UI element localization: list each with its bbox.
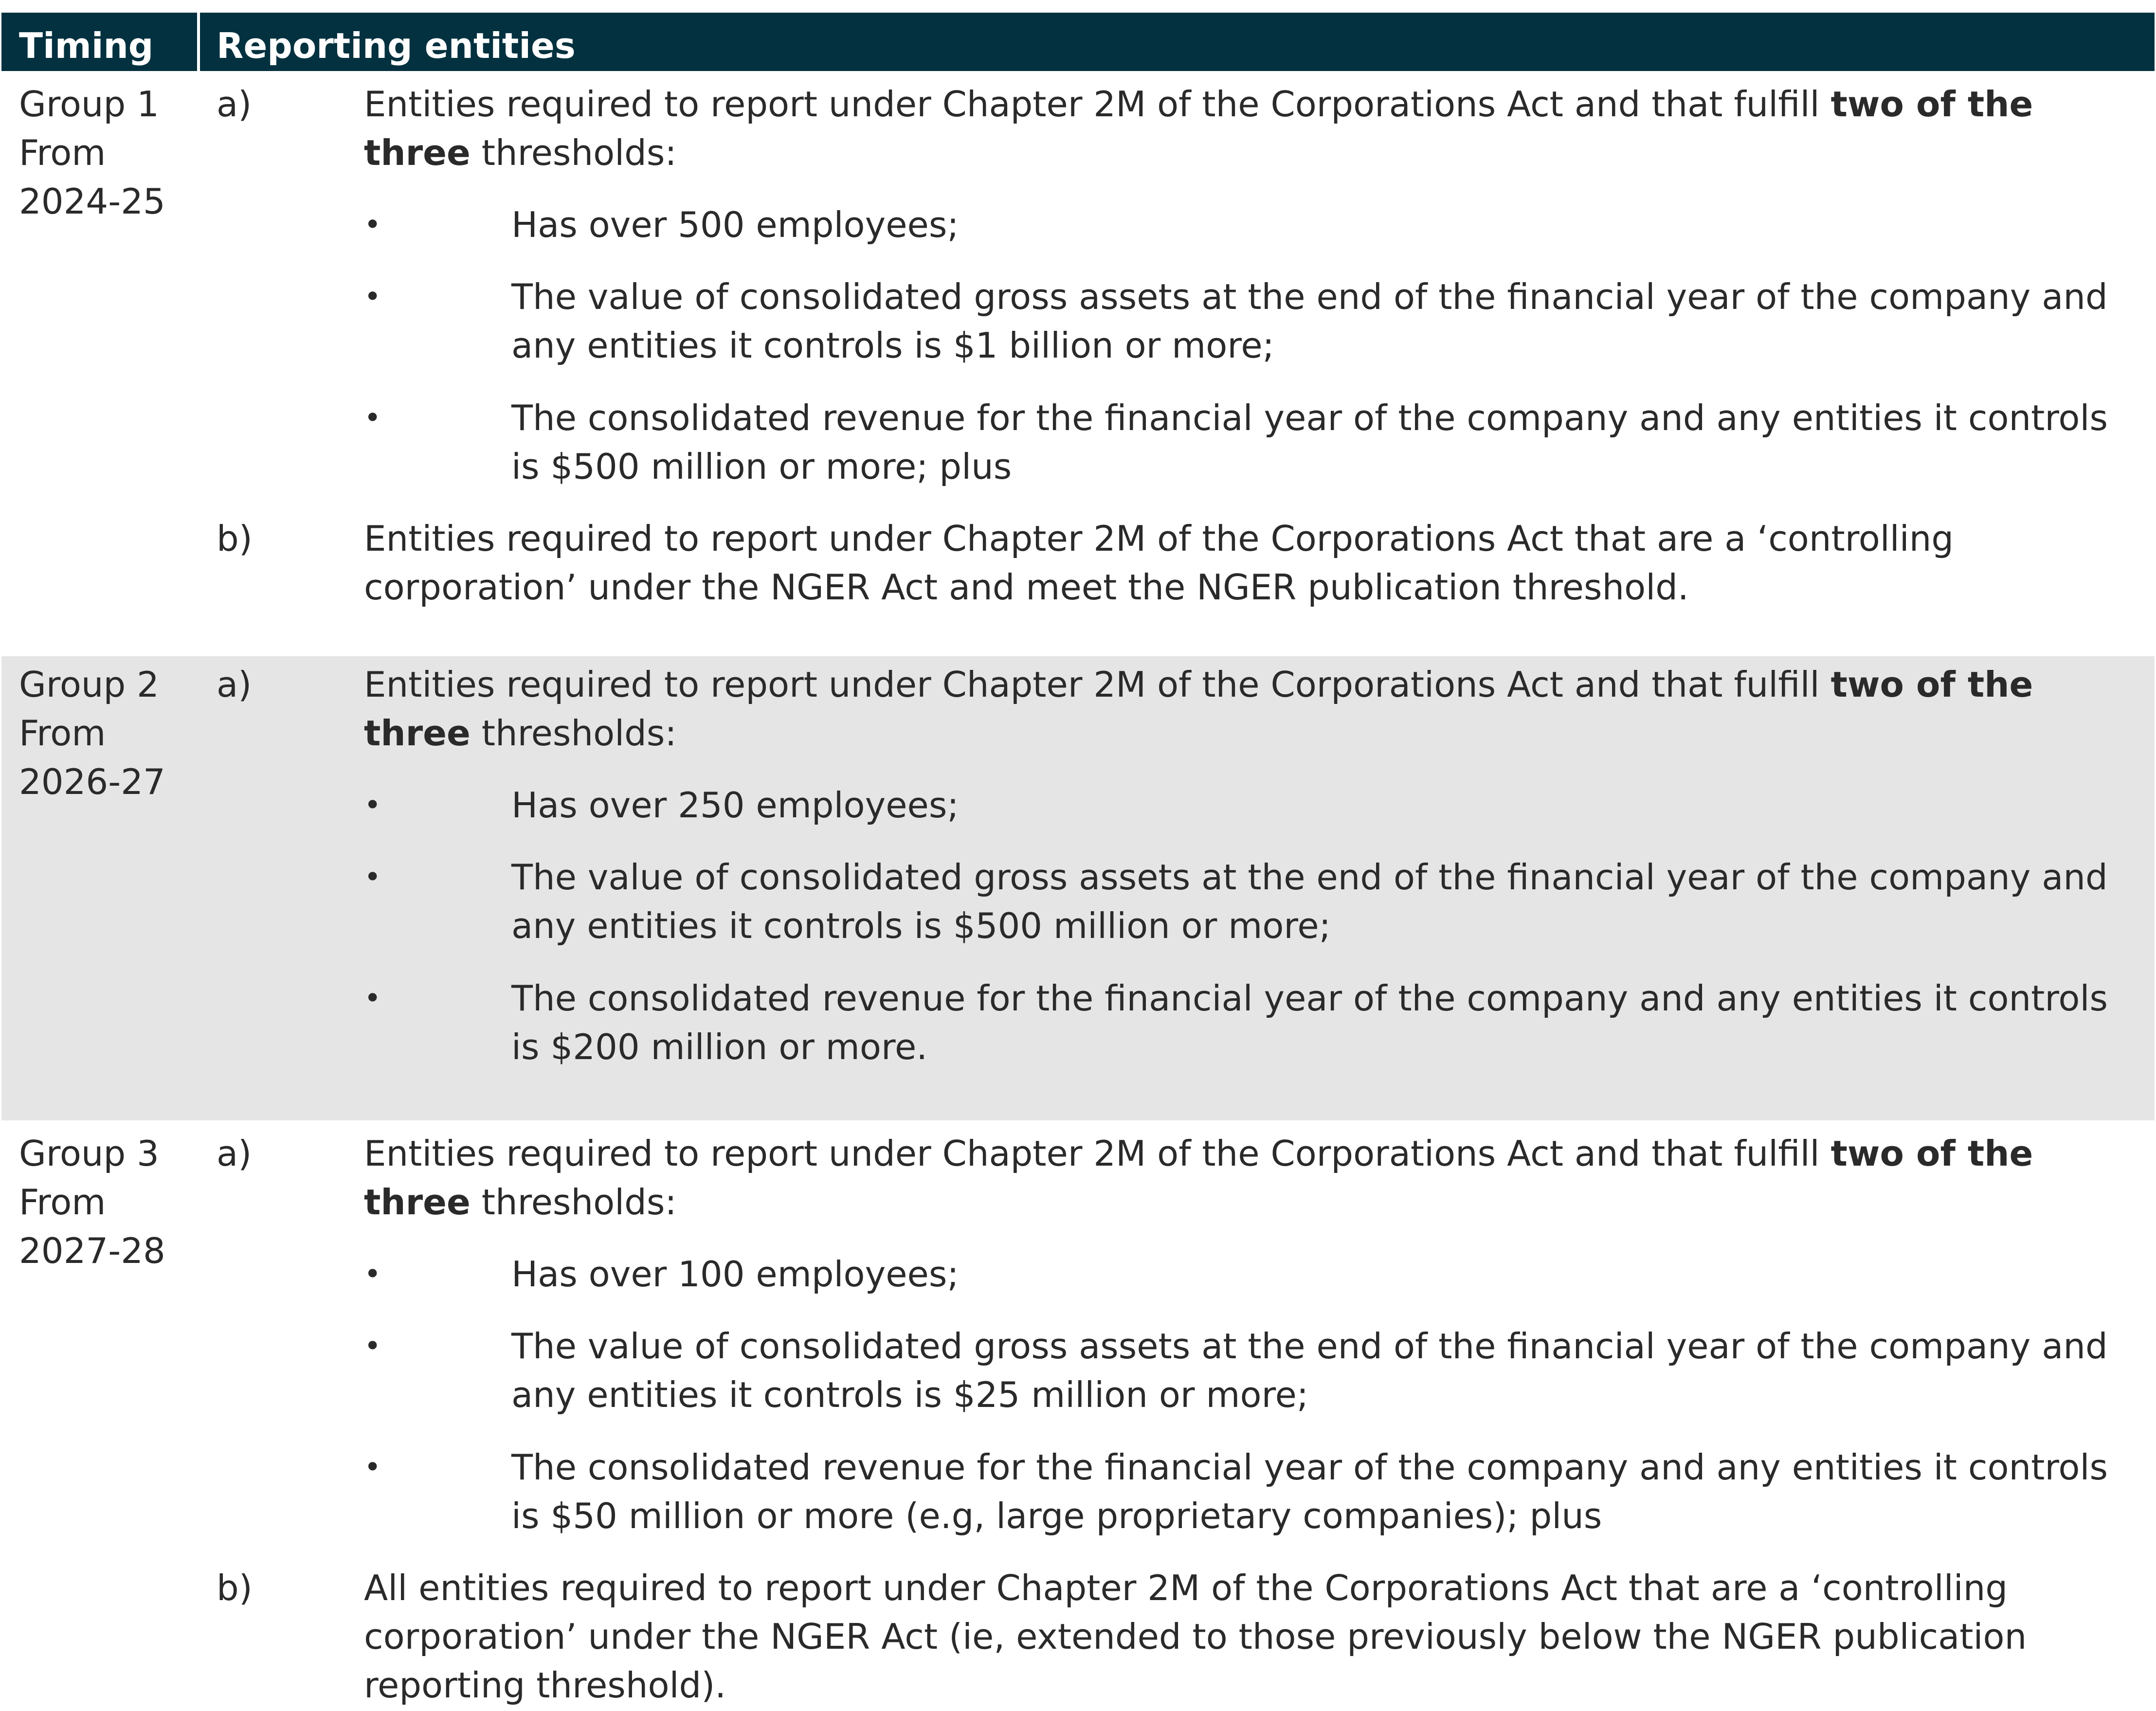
bullet-icon: • bbox=[364, 860, 381, 894]
bullet-text: The consolidated revenue for the financial year of the company and any entities it controls is $50 million or more (e.g, large proprietary companies); plus bbox=[511, 1447, 2108, 1536]
header-reporting-entities: Reporting entities bbox=[217, 25, 576, 66]
bullet-text: The value of consolidated gross assets at the end of the financial year of the company and any entities it controls is $25 million or more; bbox=[511, 1326, 2108, 1415]
item-text: Entities required to report under Chapter 2M of the Corporations Act and that fulfill two of the three thresholds: bbox=[364, 84, 2033, 173]
item-marker: b) bbox=[217, 518, 253, 559]
bullet-icon: • bbox=[364, 208, 381, 242]
bullet-icon: • bbox=[364, 1257, 381, 1291]
item-text: Entities required to report under Chapter 2M of the Corporations Act and that fulfill two of the three thresholds: bbox=[364, 664, 2033, 754]
group-1-row bbox=[1, 71, 2155, 656]
bullet-text: Has over 250 employees; bbox=[511, 785, 959, 826]
timing-group: Group 2 bbox=[19, 664, 159, 705]
timing-year: 2027-28 bbox=[19, 1230, 165, 1271]
item-text: Entities required to report under Chapter 2M of the Corporations Act and that fulfill two of the three thresholds: bbox=[364, 1133, 2033, 1223]
emphasis: two of the three bbox=[364, 1133, 2033, 1223]
timing-year: 2026-27 bbox=[19, 761, 165, 802]
bullet-icon: • bbox=[364, 1450, 381, 1484]
timing-from: From bbox=[19, 713, 106, 754]
bullet-icon: • bbox=[364, 401, 381, 435]
timing-group: Group 3 bbox=[19, 1133, 159, 1174]
bullet-icon: • bbox=[364, 1329, 381, 1363]
reporting-table bbox=[1, 13, 2155, 1704]
bullet-icon: • bbox=[364, 981, 381, 1015]
bullet-text: The consolidated revenue for the financial year of the company and any entities it controls is $200 million or more. bbox=[511, 978, 2108, 1067]
group-3-row bbox=[1, 1120, 2155, 1704]
emphasis: two of the three bbox=[364, 84, 2033, 173]
item-marker: a) bbox=[217, 664, 252, 705]
item-text: Entities required to report under Chapter 2M of the Corporations Act that are a ‘controlling corporation’ under the NGER Act and meet the NGER publication threshold. bbox=[364, 518, 1954, 608]
bullet-text: Has over 500 employees; bbox=[511, 204, 959, 245]
timing-year: 2024-25 bbox=[19, 181, 165, 222]
item-marker: a) bbox=[217, 1133, 252, 1174]
bullet-icon: • bbox=[364, 280, 381, 314]
timing-from: From bbox=[19, 132, 106, 173]
bullet-text: The value of consolidated gross assets at the end of the financial year of the company and any entities it controls is $500 million or more; bbox=[511, 857, 2108, 946]
group-1-timing bbox=[19, 80, 194, 226]
bullet-text: The value of consolidated gross assets at the end of the financial year of the company and any entities it controls is $1 billion or more; bbox=[511, 276, 2108, 366]
group-2-timing bbox=[19, 660, 194, 806]
group-2-row bbox=[1, 656, 2155, 1120]
table-header bbox=[1, 13, 2155, 71]
emphasis: two of the three bbox=[364, 664, 2033, 754]
item-text: All entities required to report under Chapter 2M of the Corporations Act that are a ‘controlling corporation’ under the NGER Act (ie, extended to those previously below the NGER publication reporting threshold). bbox=[364, 1567, 2027, 1706]
bullet-text: The consolidated revenue for the financial year of the company and any entities it controls is $500 million or more; plus bbox=[511, 397, 2108, 487]
bullet-icon: • bbox=[364, 788, 381, 822]
item-marker: a) bbox=[217, 84, 252, 125]
bullet-text: Has over 100 employees; bbox=[511, 1254, 959, 1295]
timing-group: Group 1 bbox=[19, 84, 159, 125]
header-timing: Timing bbox=[19, 25, 154, 66]
item-marker: b) bbox=[217, 1567, 253, 1608]
header-timing-cell bbox=[1, 13, 200, 71]
timing-from: From bbox=[19, 1182, 106, 1223]
group-3-timing bbox=[19, 1129, 194, 1275]
